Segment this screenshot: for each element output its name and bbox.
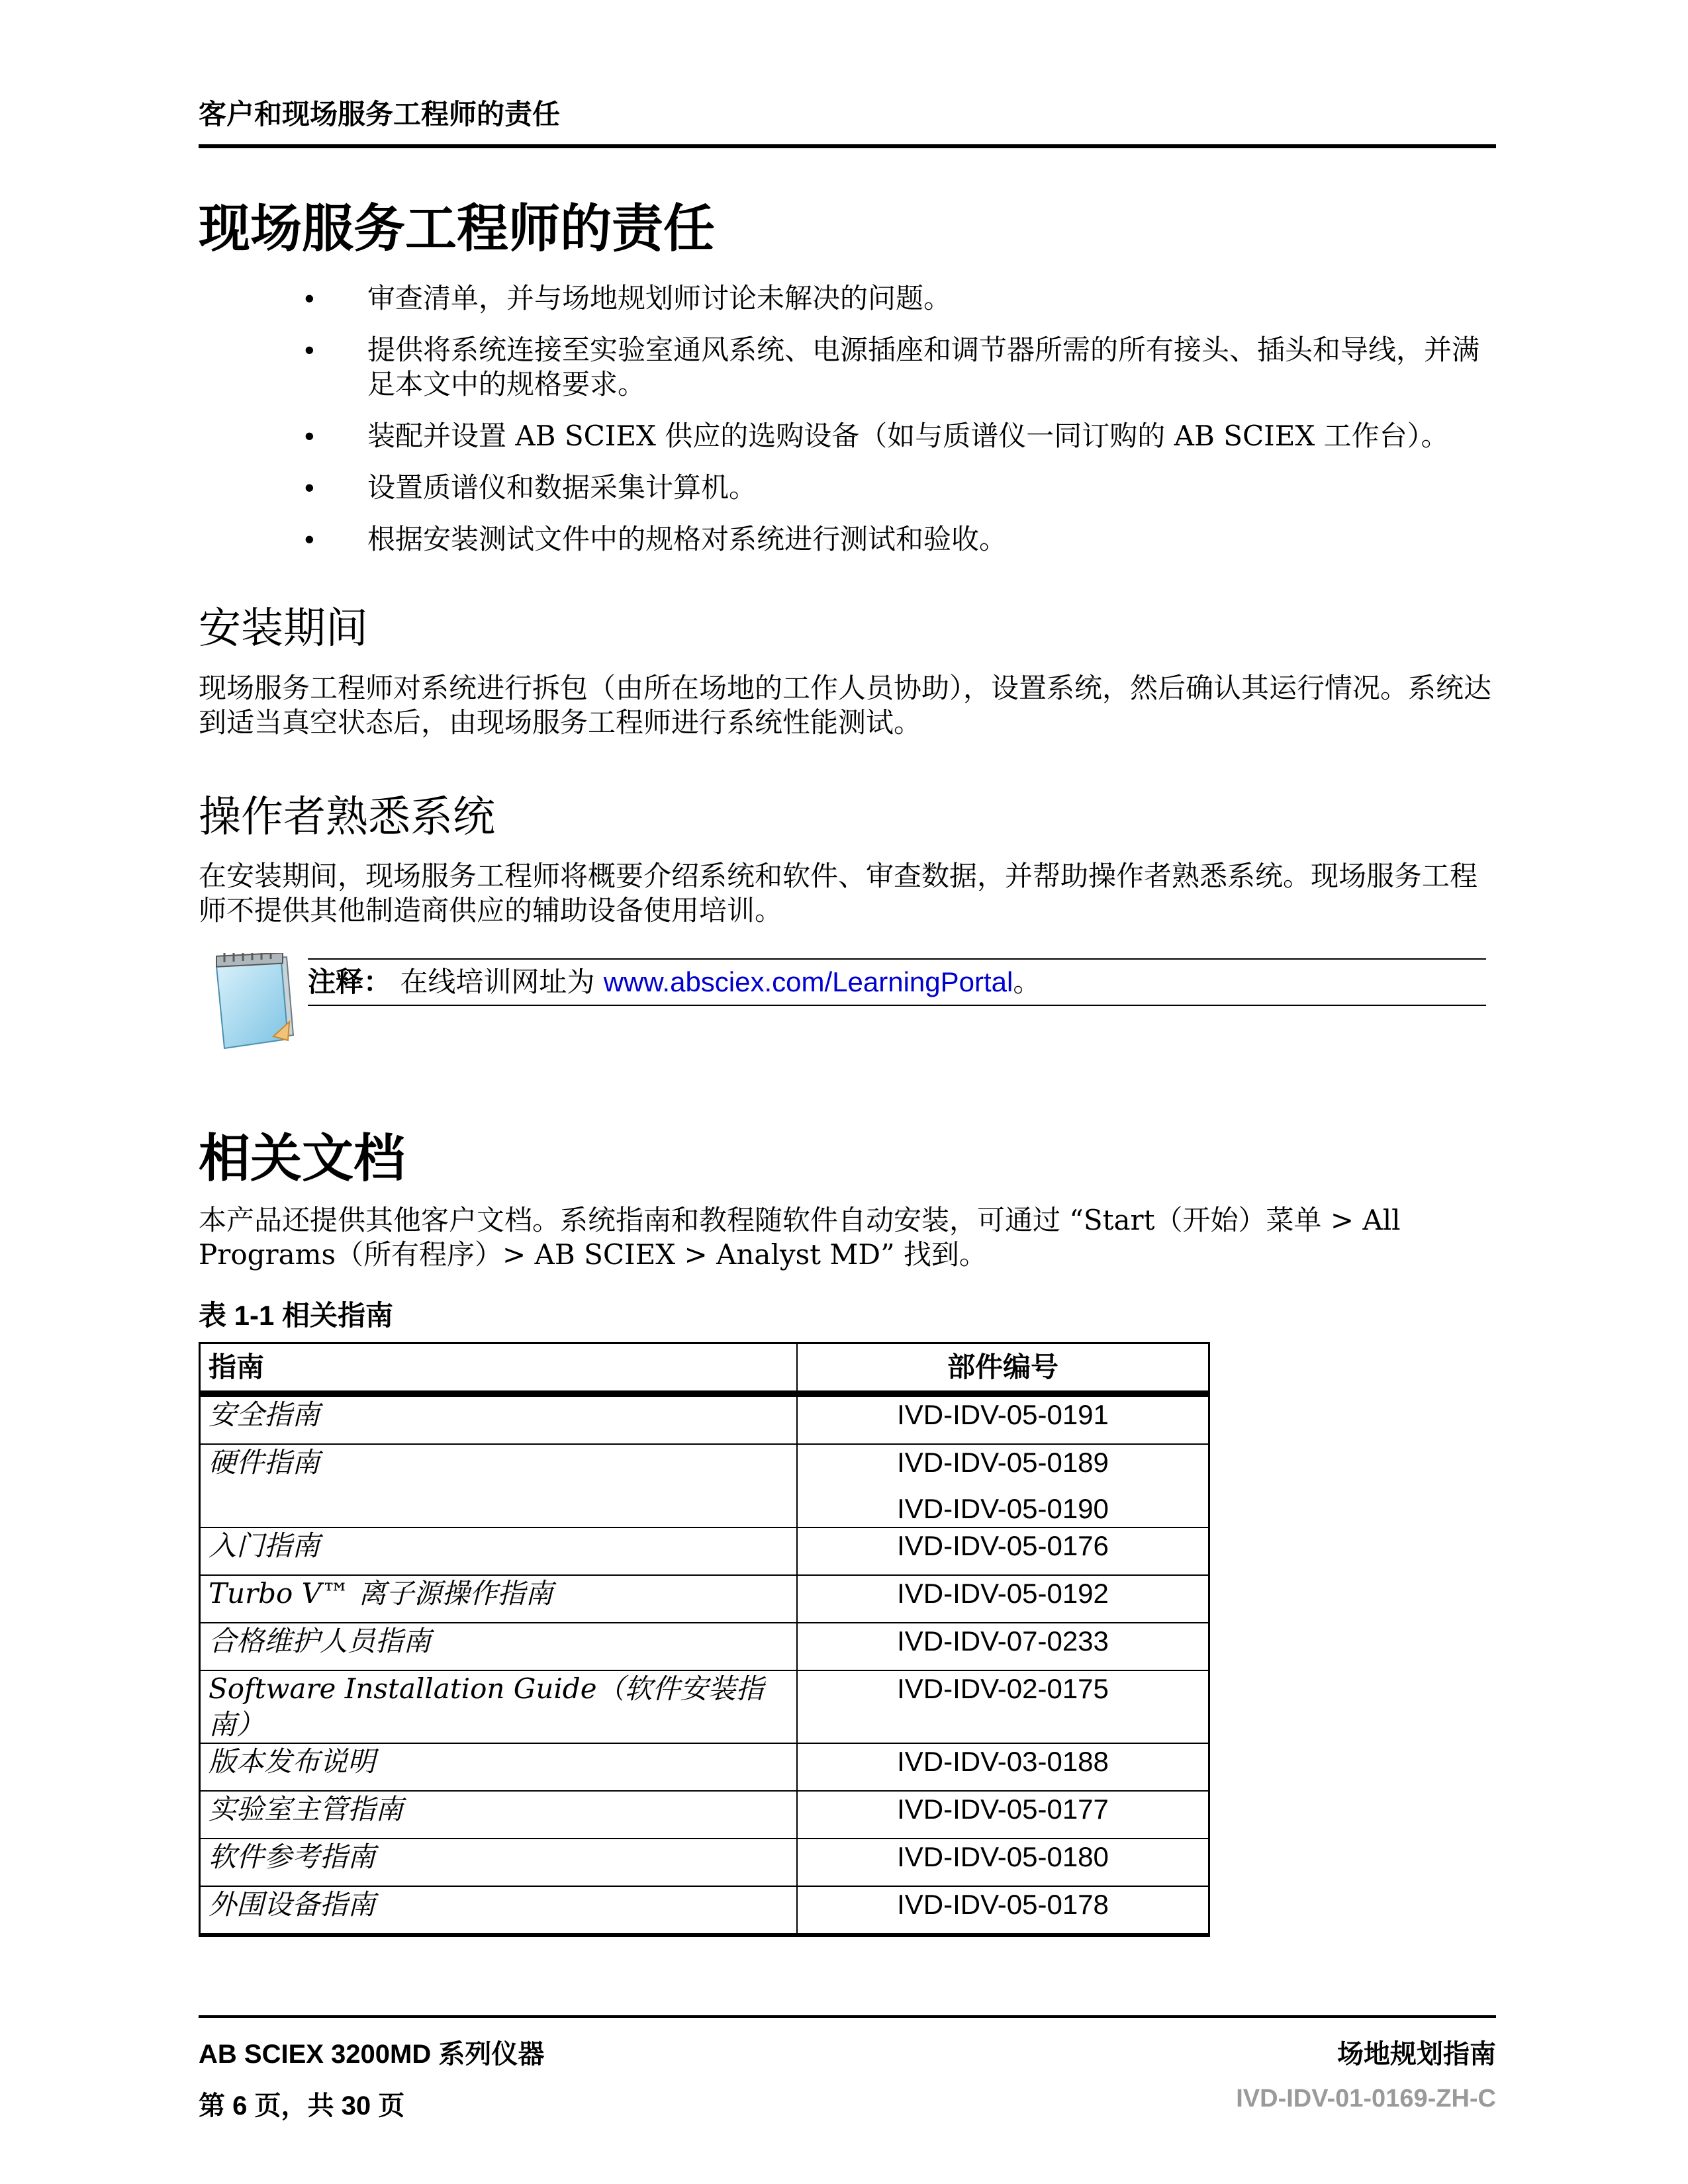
part-number-cell <box>797 1575 1209 1623</box>
guide-name-cell: 外围设备指南 <box>200 1886 798 1935</box>
guide-name-cell: 安全指南 <box>200 1394 798 1444</box>
part-number: IVD-IDV-02-0175 <box>897 1673 1109 1704</box>
guide-name-cell: Software Installation Guide（软件安装指南） <box>200 1670 798 1743</box>
fse-bullet-list <box>305 281 1496 574</box>
part-number: IVD-IDV-07-0233 <box>897 1625 1109 1657</box>
part-number: IVD-IDV-05-0192 <box>897 1578 1109 1609</box>
header-rule <box>199 144 1496 148</box>
table-row <box>200 1839 1209 1886</box>
fse-bullet-item <box>305 419 1496 453</box>
table-row <box>200 1886 1209 1935</box>
part-number: IVD-IDV-05-0190 <box>897 1493 1109 1524</box>
bullet-dot: • <box>305 334 314 365</box>
table-row <box>200 1743 1209 1791</box>
table-row <box>200 1527 1209 1575</box>
part-number: IVD-IDV-05-0189 <box>897 1447 1109 1478</box>
bullet-text: 设置质谱仪和数据采集计算机。 <box>367 471 757 504</box>
note-rule-top <box>308 958 1486 960</box>
section-title-docs: 相关文档 <box>199 1129 406 1187</box>
part-number-cell <box>797 1623 1209 1670</box>
fse-bullet-item <box>305 281 1496 316</box>
install-body: 现场服务工程师对系统进行拆包（由所在场地的工作人员协助），设置系统，然后确认其运行情况。系统达到适当真空状态后，由现场服务工程师进行系统性能测试。 <box>199 672 1492 739</box>
bullet-text: 提供将系统连接至实验室通风系统、电源插座和调节器所需的所有接头、插头和导线，并满足本文中的规格要求。 <box>367 334 1480 400</box>
bullet-dot: • <box>305 472 314 503</box>
bullet-dot: • <box>305 420 314 451</box>
docs-body: 本产品还提供其他客户文档。系统指南和教程随软件自动安装，可通过 “Start（开始）菜单 > All Programs（所有程序）> AB SCIEX > Analyst MD” 找到。 <box>199 1204 1401 1271</box>
note-end: 。 <box>1013 966 1041 998</box>
part-number: IVD-IDV-05-0191 <box>897 1399 1109 1430</box>
note-label: 注释： <box>308 966 392 997</box>
familiar-body: 在安装期间，现场服务工程师将概要介绍系统和软件、审查数据，并帮助操作者熟悉系统。现场服务工程师不提供其他制造商供应的辅助设备使用培训。 <box>199 860 1478 927</box>
guide-name-cell: 入门指南 <box>200 1527 798 1575</box>
table-row <box>200 1791 1209 1839</box>
col-header-guide: 指南 <box>200 1343 798 1394</box>
part-number: IVD-IDV-05-0176 <box>897 1530 1109 1561</box>
footer-doc-number: IVD-IDV-01-0169-ZH-C <box>1236 2085 1496 2113</box>
part-number-cell <box>797 1394 1209 1444</box>
table-header-row <box>200 1343 1209 1394</box>
footer-product: AB SCIEX 3200MD 系列仪器 <box>199 2040 545 2069</box>
bullet-dot: • <box>305 523 314 555</box>
note-body: 在线培训网址为 <box>400 966 595 998</box>
section-title-fse: 现场服务工程师的责任 <box>199 199 716 257</box>
part-number-cell <box>797 1527 1209 1575</box>
part-number-cell <box>797 1444 1209 1527</box>
table-row <box>200 1670 1209 1743</box>
guide-name-cell: 实验室主管指南 <box>200 1791 798 1839</box>
bullet-dot: • <box>305 283 314 314</box>
col-header-part-number: 部件编号 <box>797 1343 1209 1394</box>
table-row <box>200 1575 1209 1623</box>
part-number-cell <box>797 1886 1209 1935</box>
guide-name-cell: Turbo V™ 离子源操作指南 <box>200 1575 798 1623</box>
table-caption: 表 1-1 相关指南 <box>199 1300 394 1331</box>
fse-bullet-item <box>305 522 1496 557</box>
part-number: IVD-IDV-03-0188 <box>897 1746 1109 1777</box>
part-number: IVD-IDV-05-0178 <box>897 1889 1109 1920</box>
related-guides-table <box>199 1342 1210 1937</box>
part-number-cell <box>797 1670 1209 1743</box>
part-number: IVD-IDV-05-0180 <box>897 1841 1109 1872</box>
learning-portal-link[interactable]: www.absciex.com/LearningPortal <box>603 966 1013 997</box>
guide-name-cell: 软件参考指南 <box>200 1839 798 1886</box>
fse-bullet-item <box>305 471 1496 505</box>
footer-doc-title: 场地规划指南 <box>1337 2040 1496 2069</box>
guide-name-cell: 合格维护人员指南 <box>200 1623 798 1670</box>
note-text <box>308 965 1041 999</box>
section-title-install: 安装期间 <box>199 604 368 652</box>
running-header: 客户和现场服务工程师的责任 <box>199 99 561 130</box>
guide-name-cell: 版本发布说明 <box>200 1743 798 1791</box>
table-row <box>200 1394 1209 1444</box>
table-row <box>200 1623 1209 1670</box>
notepad-icon <box>202 953 295 1052</box>
guide-name-cell: 硬件指南 <box>200 1444 798 1527</box>
bullet-text: 审查清单，并与场地规划师讨论未解决的问题。 <box>367 282 952 314</box>
part-number: IVD-IDV-05-0177 <box>897 1794 1109 1825</box>
fse-bullet-item <box>305 333 1496 402</box>
bullet-text: 装配并设置 AB SCIEX 供应的选购设备（如与质谱仪一同订购的 AB SCIEX 工作台）。 <box>367 420 1449 452</box>
bullet-text: 根据安装测试文件中的规格对系统进行测试和验收。 <box>367 523 1008 555</box>
note-rule-bottom <box>308 1005 1486 1006</box>
footer-rule <box>199 2015 1496 2018</box>
part-number-cell <box>797 1839 1209 1886</box>
part-number-cell <box>797 1743 1209 1791</box>
footer-page-number: 第 6 页，共 30 页 <box>199 2091 405 2120</box>
section-title-familiar: 操作者熟悉系统 <box>199 793 495 841</box>
table-row <box>200 1444 1209 1527</box>
part-number-cell <box>797 1791 1209 1839</box>
